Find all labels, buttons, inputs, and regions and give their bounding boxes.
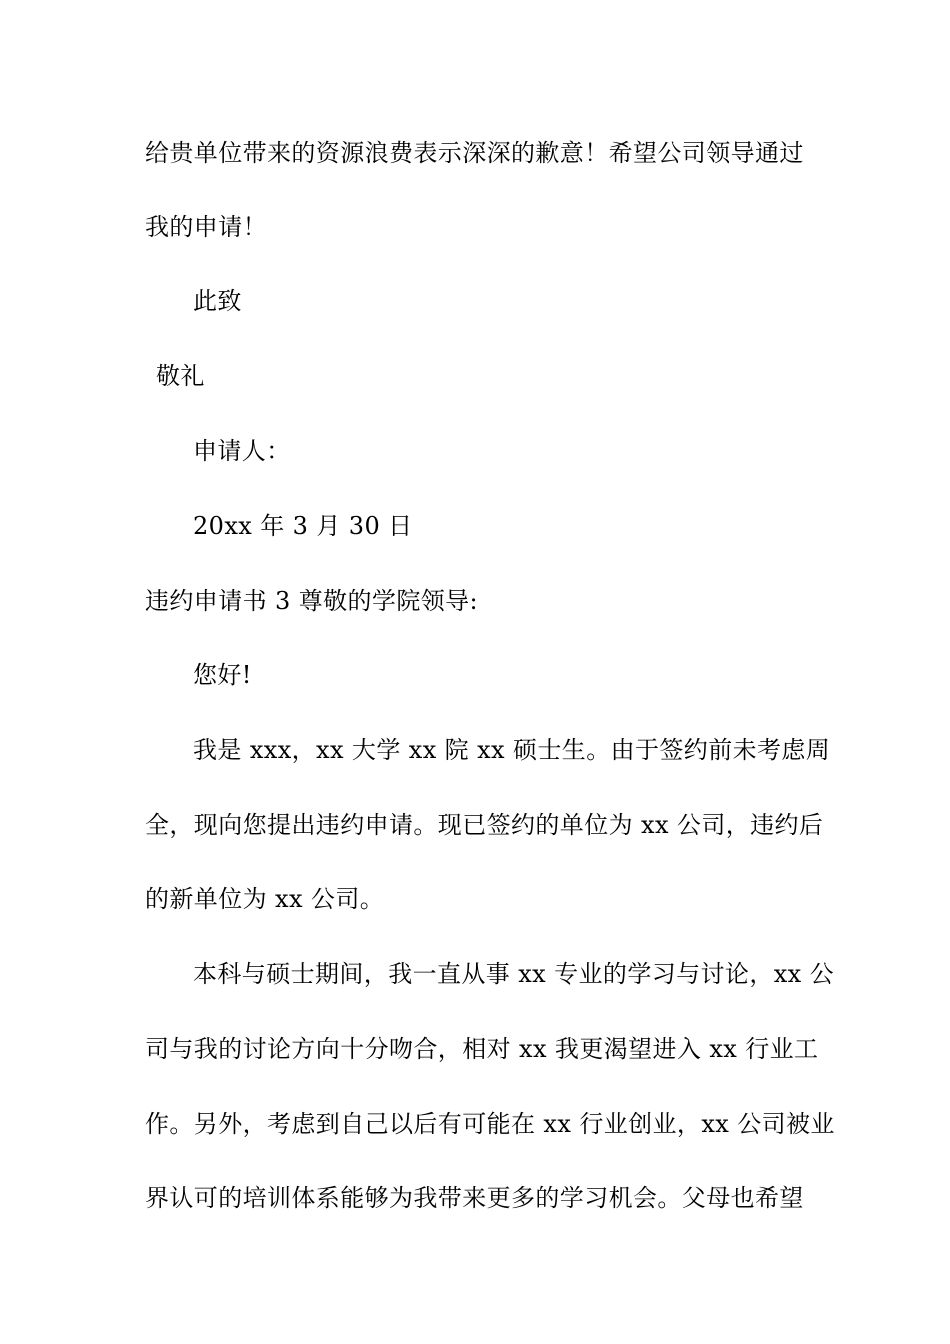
text-line: 司与我的讨论方向十分吻合，相对 xx 我更渴望进入 xx 行业工 [145, 1035, 819, 1063]
closing-salutation: 此致 [193, 287, 242, 315]
text-line: 本科与硕士期间，我一直从事 xx 专业的学习与讨论，xx 公 [193, 960, 835, 988]
text-line: 给贵单位带来的资源浪费表示深深的歉意！希望公司领导通过 [145, 139, 804, 167]
text-line: 我的申请！ [145, 213, 267, 241]
letter-date: 20xx 年 3 月 30 日 [193, 512, 413, 540]
text-line: 全，现向您提出违约申请。现已签约的单位为 xx 公司，违约后 [145, 811, 824, 839]
text-line: 的新单位为 xx 公司。 [145, 885, 385, 913]
text-line: 作。另外，考虑到自己以后有可能在 xx 行业创业，xx 公司被业 [145, 1110, 835, 1138]
text-line: 界认可的培训体系能够为我带来更多的学习机会。父母也希望 [145, 1184, 804, 1212]
greeting: 您好! [193, 661, 252, 689]
applicant-label: 申请人： [193, 437, 291, 465]
closing-regards: 敬礼 [156, 362, 205, 390]
text-line: 我是 xxx，xx 大学 xx 院 xx 硕士生。由于签约前未考虑周 [193, 736, 831, 764]
section-heading: 违约申请书 3 尊敬的学院领导: [145, 587, 479, 615]
